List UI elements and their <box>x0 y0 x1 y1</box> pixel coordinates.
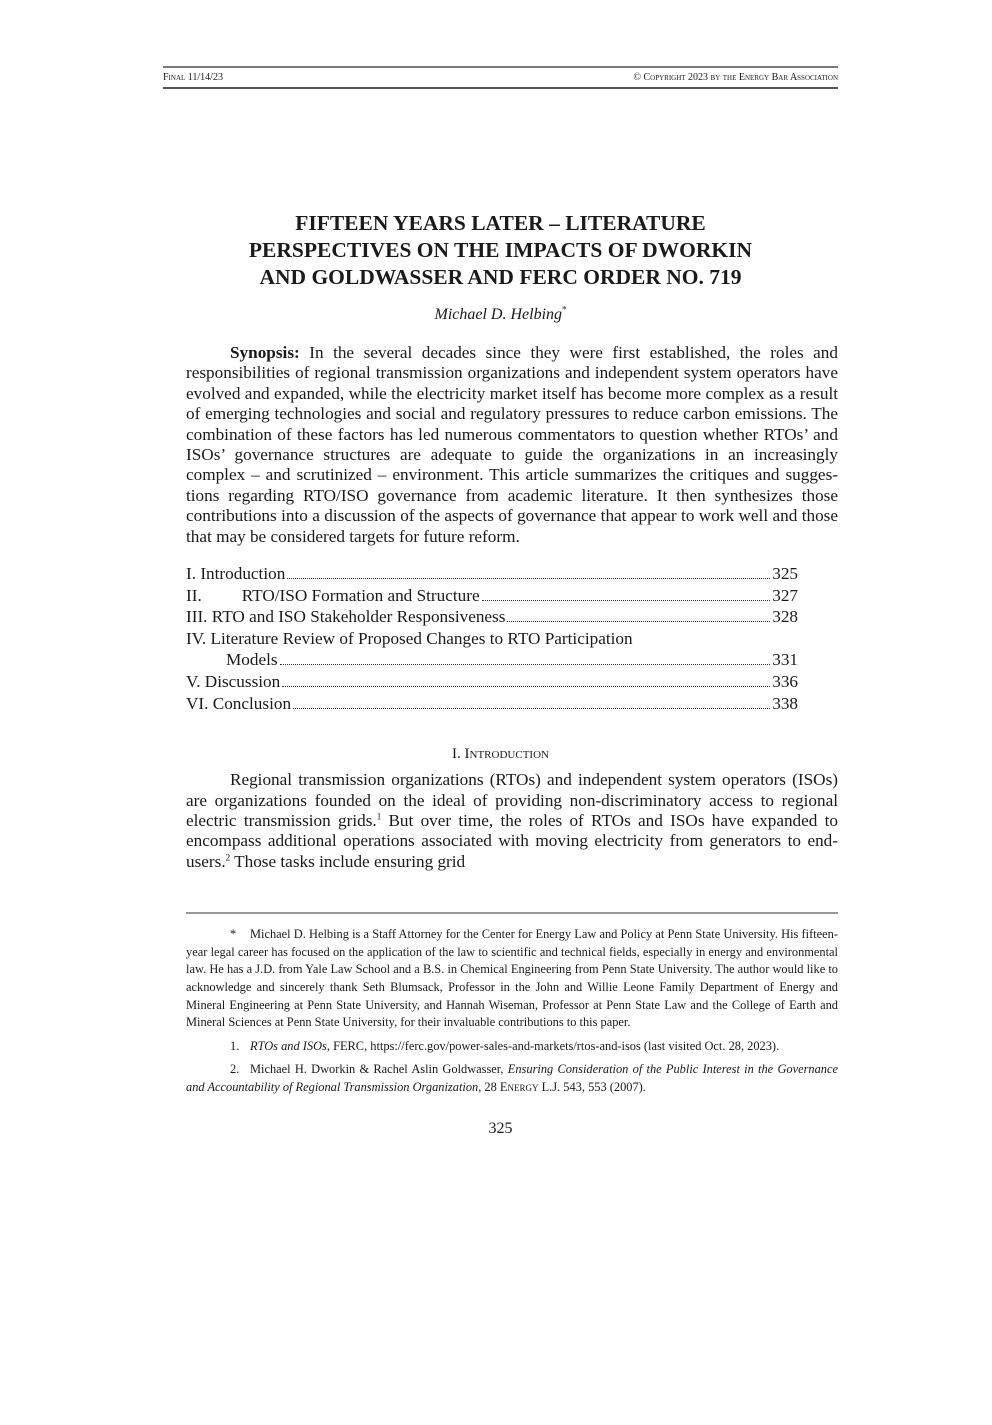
footnote-ref[interactable]: 1 <box>376 811 382 822</box>
article-body <box>186 343 838 1097</box>
toc-number: I. <box>186 564 197 584</box>
body-text: Those tasks include ensuring grid <box>230 851 466 871</box>
toc-label: RTO and ISO Stakeholder Responsiveness <box>211 607 506 627</box>
toc-entry[interactable] <box>186 693 798 715</box>
footnote-journal: Energy <box>499 1080 539 1094</box>
introduction-paragraph <box>186 770 838 872</box>
body-text: Regional transmission organizations (RTOs) and independent system operators (ISOs) are organizations founded on the ideal of providing non-discriminatory access to regional electric transmission grids. <box>186 770 838 831</box>
header-rule-top <box>163 66 838 68</box>
toc-page: 336 <box>772 672 798 692</box>
toc-label: Introduction <box>200 564 286 584</box>
footnote-source-title: Ensuring Consideration of the Public Interest in the Governance and Accountability of Regional Transmission Organization <box>186 1062 838 1094</box>
footnotes <box>186 926 838 1096</box>
toc-leader <box>282 685 770 687</box>
footnote-text: , 28 <box>478 1080 500 1094</box>
running-head <box>163 66 838 89</box>
toc-entry-continuation[interactable] <box>186 649 798 671</box>
section-heading: I. Introduction <box>452 746 549 763</box>
footnote-author <box>186 926 838 1032</box>
toc-page: 331 <box>772 650 798 670</box>
toc-number: VI. <box>186 693 209 713</box>
toc-entry[interactable] <box>186 585 798 607</box>
synopsis-text: In the several decades since they were first established, the roles and responsibilities of regional transmission organizations and independent system operators have evolved and expanded, while the electricity market itself has become more complex as a result of emerging technologies and social and regulatory pressures to reduce carbon emissions. The combination of these factors has led numerous commentators to question whether RTOs’ and ISOs’ governance structures are adequate to guide the organizations in an increasingly complex – and scrutinized – environment. This article summarizes the critiques and suggestions regarding RTO/ISO governance from academic literature. It then synthesizes those contributions into a discussion of the aspects of governance that appear to work well and those that may be considered targets for future reform. <box>186 343 838 546</box>
toc-page: 325 <box>772 564 798 584</box>
toc-number: V. <box>186 672 201 692</box>
footnote-ref[interactable]: 2 <box>225 852 231 863</box>
footnote-text: Michael D. Helbing is a Staff Attorney for the Center for Energy Law and Policy at Penn State University. His fifteen-year legal career has focused on the application of the law to scientific and technical fields, especially in energy and environmental law. He has a J.D. from Yale Law School and a B.S. in Chemical Engineering from Penn State University. The author would like to acknowledge and sincerely thank Seth Blumsack, Professor in the John and Willie Leone Family Department of Energy and Mineral Engineering at Penn State University, and Hannah Wiseman, Professor at Penn State Law and the College of Earth and Mineral Sciences at Penn State University, for their invaluable contributions to this paper. <box>186 927 838 1030</box>
toc-number: III. <box>186 607 208 627</box>
toc-leader <box>287 577 770 579</box>
title-line: FIFTEEN YEARS LATER – LITERATURE <box>295 211 706 235</box>
page-number: 325 <box>488 1119 513 1137</box>
author-name: Michael D. Helbing <box>434 306 563 323</box>
toc-leader <box>482 599 771 601</box>
author-footnote-mark[interactable]: * <box>562 304 567 315</box>
toc-label: Literature Review of Proposed Changes to RTO Participation <box>210 628 633 648</box>
footnote-2 <box>186 1061 838 1096</box>
footnote-mark: * <box>230 927 237 942</box>
title-line: AND GOLDWASSER AND FERC ORDER NO. 719 <box>259 265 742 289</box>
toc-page: 327 <box>772 585 798 605</box>
toc-label: RTO/ISO Formation and Structure <box>241 585 480 605</box>
toc-label: Discussion <box>204 672 281 692</box>
footnote-mark: 2. <box>230 1062 240 1077</box>
toc-entry[interactable] <box>186 628 798 650</box>
footnote-source-title: RTOs and ISOs <box>250 1038 327 1053</box>
footnote-separator <box>186 912 838 914</box>
toc-label: Models <box>226 650 278 670</box>
author-byline <box>163 305 838 325</box>
toc-leader <box>280 663 771 665</box>
toc-leader <box>507 620 770 622</box>
synopsis <box>186 343 838 547</box>
toc-page: 338 <box>772 693 798 713</box>
draft-date: Final 11/14/23 <box>163 72 223 83</box>
copyright-notice: © Copyright 2023 by the Energy Bar Association <box>633 72 838 83</box>
synopsis-label: Synopsis: <box>230 343 300 362</box>
title-line: PERSPECTIVES ON THE IMPACTS OF DWORKIN <box>248 238 753 262</box>
footnote-1 <box>186 1038 838 1056</box>
footnote-text: L.J. 543, 553 (2007). <box>538 1080 646 1094</box>
toc-number: IV. <box>186 628 207 648</box>
header-rule-bottom <box>163 87 838 89</box>
table-of-contents <box>186 563 798 714</box>
footnote-authors: Michael H. Dworkin & Rachel Aslin Goldwasser, <box>250 1062 508 1077</box>
toc-leader <box>293 707 770 709</box>
toc-entry[interactable] <box>186 606 798 628</box>
toc-entry[interactable] <box>186 671 798 693</box>
footnote-mark: 1. <box>230 1038 240 1053</box>
toc-entry[interactable] <box>186 563 798 585</box>
body-text: But over time, the roles of RTOs and ISOs have expanded to encompass additional operations associated with moving electricity from generators to end-users. <box>186 811 838 871</box>
toc-page: 328 <box>772 607 798 627</box>
article-title <box>163 210 838 291</box>
toc-label: Conclusion <box>212 693 292 713</box>
footnote-text: , FERC, https://ferc.gov/power-sales-and-markets/rtos-and-isos (last visited Oct. 28, 2023). <box>326 1038 780 1053</box>
toc-number: II. <box>186 585 202 605</box>
